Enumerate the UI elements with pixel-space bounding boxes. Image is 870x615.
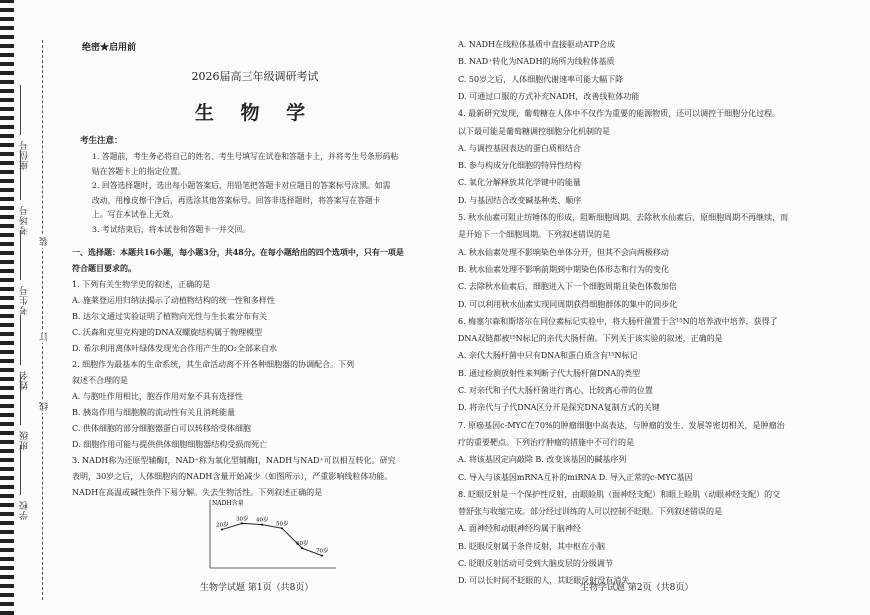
question-line: 一、选择题：本题共16小题，每小题3分，共48分。在每小题给出的四个选项中，只有一项是 [72,247,404,257]
binding-dashed-line [42,40,43,600]
question-line: B. 参与构成分化细胞的特异性结构 [458,161,581,171]
notice-line: 上。写在本试卷上无效。 [92,210,178,219]
question-line: A. NADH在线粒体基质中直接驱动ATP合成 [458,40,616,49]
secret-label: 绝密★启用前 [82,43,137,53]
question-line: 6. 梅塞尔森和斯塔尔在同位素标记实验中，将大肠杆菌置于含¹⁵N的培养液中培养，获得了 [458,316,778,326]
chart-ylabel: NADH含量 [212,500,244,507]
question-line: 3. NADH称为还原型辅酶Ⅰ，NAD⁺称为氧化型辅酶Ⅰ，NADH与NAD⁺可以相互转化。研究 [72,456,396,465]
question-line: 4. 最新研究发现，葡萄糖在人体中不仅作为重要的能源物质，还可以调控干细胞分化过程。 [458,109,781,119]
notice-line: 2. 回答选择题时，选出每小题答案后，用铅笔把答题卡对应题目的答案标号涂黑。如需 [92,181,391,190]
footer-right: 生物学试题 第2页（共8页） [580,583,694,593]
chart-point [281,527,283,529]
question-line: C. 眨眼反射活动可受到大脑皮层的分级调节 [458,559,613,568]
binding-field-label: 姓名 [20,370,30,390]
binding-field-line [20,85,21,135]
binding-field-label: 座位号 [20,140,30,170]
binding-field-line [20,315,21,365]
binding-field-line [20,445,21,495]
binding-strip [0,0,14,615]
binding-mark: 装 [40,237,50,246]
question-line: D. 希尔利用离体叶绿体发现光合作用产生的O₂全部来自水 [72,344,277,353]
subject-title: 生 物 学 [194,102,316,124]
binding-field-line [20,375,21,425]
question-line: 8. 眨眼反射是一个保护性反射，由眼睑肌（面神经支配）和眼上睑肌（动眼神经支配）的交 [458,489,781,499]
question-line: A. 与胞吐作用相比，胞吞作用对象不具有选择性 [72,392,243,401]
question-line: A. 将该基因定向敲除 B. 改变该基因的碱基序列 [458,455,627,465]
question-line: B. 通过检测放射性来判断子代大肠杆菌DNA的类型 [458,368,641,378]
exam-title: 2026届高三年级调研考试 [191,70,319,83]
chart-point [261,524,263,526]
question-line: 符合题目要求的。 [72,263,136,273]
notice-line: 3. 考试结束后，将本试卷和答题卡一并交回。 [92,224,251,234]
question-line: 1. 下列有关生物学史的叙述，正确的是 [72,280,211,289]
question-line: 5. 秋水仙素可阻止纺锤体的形成，阻断细胞周期。去除秋水仙素后，原细胞周期不再继续，而 [458,213,789,222]
question-line: A. 秋水仙素处理不影响染色单体分开，但其不会向两极移动 [458,247,669,257]
question-line: D. 细胞作用可能与提供供体细胞细胞器结构受损而死亡 [72,440,268,449]
binding-field-label: 考场号 [20,205,30,235]
notice-line: 贴在答题卡上的指定位置。 [92,166,186,176]
footer-left: 生物学试题 第1页（共8页） [200,583,314,593]
chart-point-label: 40岁 [256,517,269,524]
question-line: D. 可以利用秋水仙素实现同周期获得细胞群体的集中的同步化 [458,299,678,309]
question-line: D. 可通过口服的方式补充NADH，改善线粒体功能 [458,91,640,101]
question-line: 2. 细胞作为最基本的生命系统，其生命活动离不开各种细胞器的协调配合。下列 [72,360,355,369]
chart-point-label: 60岁 [296,541,309,548]
question-line: A. 亲代大肠杆菌中只有DNA和蛋白质含有¹⁵N标记 [458,351,638,361]
binding-mark: 线 [40,402,50,411]
chart-point [321,555,323,557]
question-line: 是开始下一个细胞周期。下列叙述错误的是 [458,230,610,240]
question-line: C. 去除秋水仙素后，细胞进入下一个细胞周期且染色体数加倍 [458,282,677,292]
question-line: NADH在高温或碱性条件下易分解。失去生物活性。下列叙述正确的是 [72,488,323,497]
chart-point [301,547,303,549]
question-line: D. 与基因结合改变碱基种类、顺序 [458,195,582,205]
chart-series-line [222,523,322,555]
question-line: 以下最可能是葡萄糖调控细胞分化机制的是 [458,126,610,136]
question-line: C. 导入与该基因mRNA互补的miRNA D. 导入正常的c-MYC基因 [458,472,693,482]
question-line: C. 沃森和克里克构建的DNA双螺旋结构属于物理模型 [72,328,263,337]
chart-point-label: 20岁 [216,522,229,529]
question-line: B. 眨眼反射属于条件反射，其中枢在小脑 [458,541,605,551]
chart-point [241,522,243,524]
question-line: B. 胰岛作用与细胞膜的流动性有关且消耗能量 [72,408,235,417]
question-line: 叙述不合理的是 [72,376,128,385]
chart-point-label: 50岁 [276,521,289,528]
question-line: C. 50岁之后，人体细胞代谢速率可能大幅下降 [458,74,624,84]
question-line: B. NAD⁺转化为NADH的场所为线粒体基质 [458,57,615,67]
binding-field-label: 学校 [20,500,30,520]
binding-field-line [20,150,21,200]
question-line: C. 对亲代和子代大肠杆菌进行离心，比较离心带的位置 [458,386,653,395]
binding-field-label: 班级 [20,430,30,450]
question-line: A. 与调控基因表达的蛋白质相结合 [458,143,581,153]
question-line: D. 将亲代与子代DNA区分开是探究DNA复制方式的关键 [458,403,660,413]
question-line: B. 秋水仙素处理不影响前期到中期染色体形态和行为的变化 [458,264,669,274]
nadh-chart [200,496,340,574]
question-line: A. 面神经和动眼神经均属于脑神经 [458,524,581,534]
question-line: 表明，30岁之后，人体细胞内的NADH含量开始减少（如图所示），严重影响线粒体功能。 [72,472,393,481]
notice-line: 改动，用橡皮擦干净后，再选涂其他答案标号。回答非选择题时，将答案写在答题卡 [92,195,381,205]
question-line: C. 供体细胞的部分细胞器蛋白可以转移给受体细胞 [72,424,251,433]
question-line: C. 氧化分解释放其化学键中的能量 [458,178,581,188]
notice-title: 考生注意： [80,136,123,146]
question-line: 7. 原癌基因c-MYC在70%的肿瘤细胞中高表达，与肿瘤的发生、发展等密切相关，是肿瘤治 [458,420,785,430]
binding-mark: 订 [40,332,50,341]
notice-line: 1. 答题前，考生务必将自己的姓名、考生号填写在试卷和答题卡上，并将考生号条形码粘 [92,152,399,161]
binding-field-line [20,230,21,280]
chart-point [221,529,223,531]
question-line: D. 可以长时间不眨眼的人，其眨眼反射没有消失 [458,576,630,586]
binding-field-label: 考生号 [20,285,30,315]
question-line: B. 达尔文通过实验证明了植物向光性与生长素分布有关 [72,312,267,321]
question-line: 替舒张与收缩完成。部分经过训练的人可以控制不眨眼。下列叙述错误的是 [458,507,722,517]
question-line: A. 施莱登运用归纳法揭示了动植物结构的统一性和多样性 [72,296,275,305]
question-line: 疗的重要靶点。下列治疗肿瘤的措施中不可行的是 [458,437,634,447]
chart-point-label: 70岁 [316,548,329,555]
chart-point-label: 30岁 [236,516,249,523]
question-line: DNA双链都被¹⁵N标记的亲代大肠杆菌。下列关于该实验的叙述，正确的是 [458,334,723,344]
